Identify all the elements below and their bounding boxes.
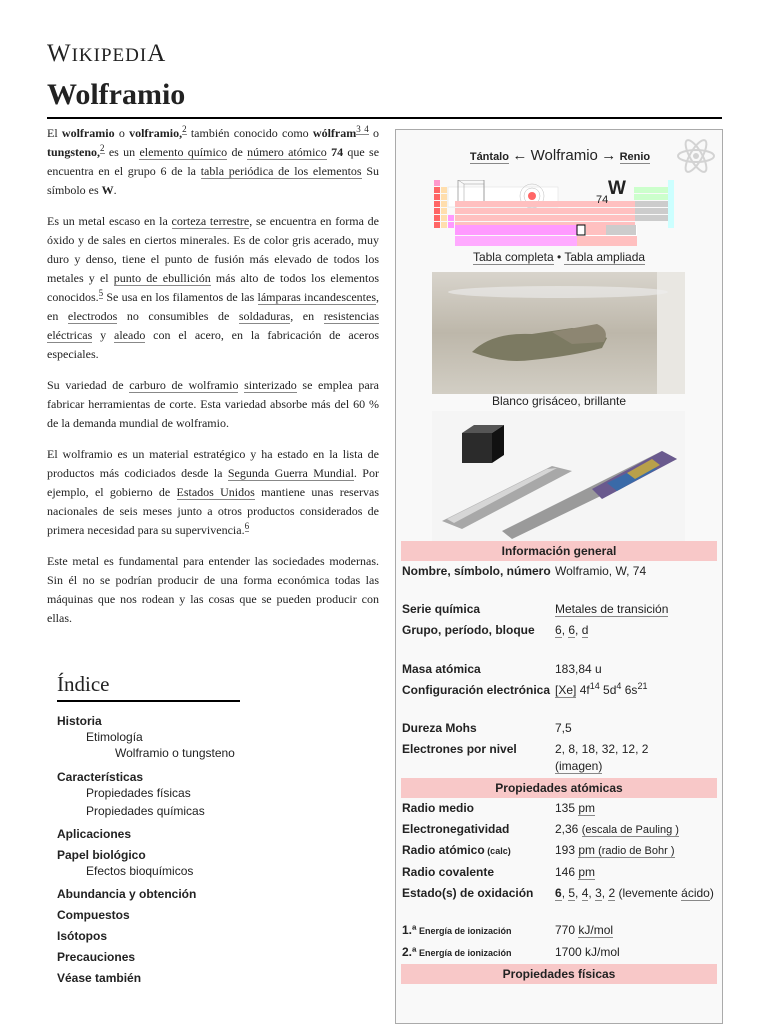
ref-link[interactable]: 5	[98, 288, 104, 298]
toc-heading: Índice	[57, 672, 240, 702]
oxidation-2-link[interactable]: 2	[608, 886, 616, 900]
toc-item[interactable]: Wolframio o tungsteno	[115, 746, 235, 760]
link-tabla-periodica[interactable]: tabla periódica de los elementos	[200, 164, 362, 178]
toc-item[interactable]: Isótopos	[57, 929, 107, 943]
ref-link[interactable]: 6	[244, 521, 250, 531]
link-punto-de-ebullicion[interactable]: punto de ebullición	[113, 271, 211, 285]
photo-caption: Blanco grisáceo, brillante	[491, 394, 627, 408]
link-segunda-guerra[interactable]: Segunda Guerra Mundial	[227, 466, 354, 480]
toc-item[interactable]: Precauciones	[57, 950, 136, 964]
link-electrodos[interactable]: electrodos	[67, 309, 118, 323]
link-soldaduras[interactable]: soldaduras	[238, 309, 291, 323]
link-resistencias[interactable]: resistencias eléctricas	[47, 309, 380, 342]
wikipedia-wordmark[interactable]: WIKIPEDIA	[47, 40, 167, 67]
block-link[interactable]: d	[581, 623, 589, 637]
full-table-link[interactable]: Tabla completa	[472, 250, 554, 264]
lead-paragraph-2: Es un metal escaso en la corteza terrestre, se encuentra en forma de óxido y de sales en ciertos minerales. Es de color gris acerado, muy duro y denso, tiene el punto de fusión más elevado de todos los metales y el punto de ebullición más alto de todos los elementos conocidos.$^5$ Se usa en los filamentos de las lámparas incandescentes, en electrodos no consumibles de soldaduras, en resistencias eléctricas y aleado con el acero, en la fabricación de aceros especiales.	[47, 214, 380, 361]
toc-item[interactable]: Propiedades físicas	[86, 786, 191, 800]
link-sinterizado[interactable]: sinterizado	[244, 378, 297, 392]
toc-item[interactable]: Véase también	[57, 971, 142, 985]
title-divider	[47, 117, 722, 119]
shell-image-link[interactable]: (imagen)	[555, 759, 603, 773]
bohr-link[interactable]: (radio de Bohr )	[595, 845, 675, 857]
oxidation-3-link[interactable]: 3	[595, 886, 602, 900]
oxidation-4-link[interactable]: 4	[581, 886, 589, 900]
page-title: Wolframio	[47, 78, 186, 111]
toc-item[interactable]: Papel biológico	[57, 848, 146, 862]
element-name: Wolframio	[530, 147, 598, 164]
atom-icon	[676, 136, 716, 176]
series-link[interactable]: Metales de transición	[555, 602, 669, 616]
link-aleado[interactable]: aleado	[114, 328, 146, 342]
group-link[interactable]: 6	[555, 623, 562, 637]
extended-table-link[interactable]: Tabla ampliada	[564, 250, 646, 264]
section-header-physical: Propiedades físicas	[401, 964, 717, 984]
pauling-link[interactable]: (escala de Pauling )	[581, 824, 679, 836]
tungsten-sample-photo[interactable]	[432, 272, 685, 394]
element-symbol: W	[608, 178, 626, 199]
section-header-atomic: Propiedades atómicas	[401, 778, 717, 798]
tungsten-rods-photo[interactable]	[432, 411, 685, 541]
pm-link[interactable]: pm	[578, 843, 596, 857]
lead-paragraph-1: El wolframio o volframio,$^2$ también conocido como wólfram$^{3 4}$ o tungsteno,$^2$ es un elemento químico de número atómico 74 que se encuentra en el grupo 6 de la tabla periódica de los elementos Su símbolo es W.	[47, 124, 380, 197]
period-link[interactable]: 6	[568, 623, 576, 637]
acid-link[interactable]: ácido	[681, 886, 710, 900]
toc-item[interactable]: Etimología	[86, 730, 143, 744]
element-infobox: Tántalo ← Wolframio → Renio 74 W Tabla completa • Tabla ampliada Blanco grisáceo, brillante Información general Nombre, símbolo, número Wolframio, W, 74 Serie química Metales de transición Grupo, período, bloque 6, 6, d Masa atómica 183,84 u Configuración electrónica [Xe] $4f^{14}$ $5d^4$ $6s^{21}$ Dureza Mohs 7,5 Electrones por nivel 2, 8, 18, 32, 12, 2 (imagen) Propiedades atómicas Radio medio 135 pm Electronegatividad 2,36 (escala de Pauling ) Radio atómico (calc) 193 pm (radio de Bohr ) Radio covalente 146 pm Estado(s) de oxidación 6, 5, 4, 3, 2 (levemente ácido) 1.ª Energía de ionización 770 kJ/mol 2.ª Energía de ionización 1700 kJ/mol Propiedades físicas	[395, 129, 723, 1024]
link-corteza-terrestre[interactable]: corteza terrestre	[171, 214, 250, 228]
element-navigation	[450, 147, 670, 164]
section-header-general: Información general	[401, 541, 717, 561]
toc-item[interactable]: Aplicaciones	[57, 827, 132, 841]
kjmol-link[interactable]: kJ/mol	[578, 923, 614, 937]
next-element-link[interactable]: Renio	[619, 151, 651, 163]
atomic-number: 74	[596, 194, 609, 206]
ref-link[interactable]: 2	[182, 124, 187, 134]
article-lead	[47, 124, 379, 640]
arrow-left-icon: ←	[512, 147, 528, 164]
oxidation-5-link[interactable]: 5	[568, 886, 576, 900]
toc-item[interactable]: Propiedades químicas	[86, 804, 205, 818]
ref-link[interactable]: 3 4	[356, 124, 369, 134]
lead-paragraph-5: Este metal es fundamental para entender las sociedades modernas. Sin él no se podrían producir de una forma económica todas las máquinas que nos rodean y las cosas que se pueden producir con ellas.	[47, 554, 379, 625]
oxidation-6-link[interactable]: 6	[555, 886, 562, 900]
toc-item[interactable]: Abundancia y obtención	[57, 887, 197, 901]
table-of-contents	[57, 672, 357, 985]
link-elemento-quimico[interactable]: elemento químico	[139, 145, 228, 159]
toc-item[interactable]: Características	[57, 770, 144, 784]
link-lamparas[interactable]: lámparas incandescentes	[257, 290, 377, 304]
toc-item[interactable]: Efectos bioquímicos	[86, 864, 194, 878]
toc-item[interactable]: Compuestos	[57, 908, 130, 922]
periodic-table-thumbnail[interactable]	[434, 180, 674, 248]
arrow-right-icon: →	[601, 147, 617, 164]
link-numero-atomico[interactable]: número atómico	[247, 145, 327, 159]
table-links: Tabla completa • Tabla ampliada	[472, 250, 646, 264]
pm-link[interactable]: pm	[578, 865, 596, 879]
ref-link[interactable]: 2	[100, 143, 105, 153]
prev-element-link[interactable]: Tántalo	[469, 151, 509, 163]
xenon-link[interactable]: [Xe]	[555, 683, 577, 697]
toc-item[interactable]: Historia	[57, 714, 102, 728]
link-estados-unidos[interactable]: Estados Unidos	[176, 485, 255, 499]
link-carburo[interactable]: carburo de wolframio	[129, 378, 239, 392]
lead-paragraph-3: Su variedad de carburo de wolframio sinterizado se emplea para fabricar herramientas de corte. Esta variedad absorbe más del 60 % de la demanda mundial de wolframio.	[47, 378, 379, 430]
pm-link[interactable]: pm	[578, 801, 596, 815]
lead-paragraph-4: El wolframio es un material estratégico y ha estado en la lista de productos más codiciados desde la Segunda Guerra Mundial. Por ejemplo, el gobierno de Estados Unidos mantiene unas reservas nacionales de seis meses junto a otros productos considerados de primera necesidad para su supervivencia.$^6$	[47, 447, 380, 537]
